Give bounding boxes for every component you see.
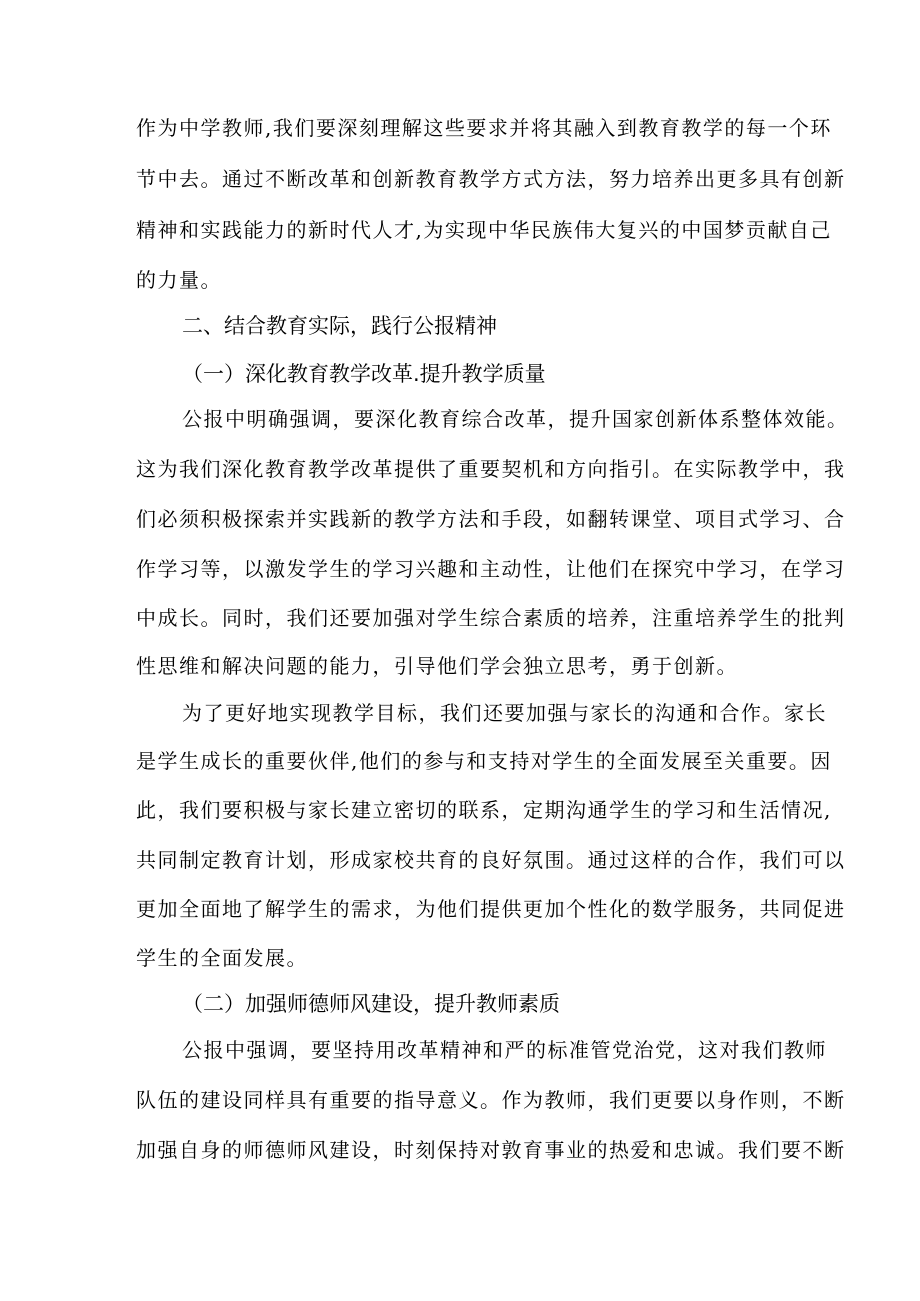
paragraph-2-line-4: 作学习等，以激发学生的学习兴趣和主动性，让他们在探究中学习，在学习 [136,557,846,581]
paragraph-4-line-2: 队伍的建设同样具有重要的指导意义。作为教师，我们更要以身作则，不断 [136,1088,846,1112]
paragraph-1-line-4: 的力量。 [136,268,222,292]
section-2-title: 二、结合教育实际，践行公报精神 [182,314,497,338]
paragraph-3-line-1: 为了更好地实现教学目标，我们还要加强与家长的沟通和合作。家长 [182,701,827,725]
paragraph-1-line-3: 精神和实践能力的新时代人才,为实现中华民族伟大复兴的中国梦贡献自己 [136,218,832,242]
paragraph-3-line-3: 此，我们要积极与家长建立密切的联系，定期沟通学生的学习和生活情况, [136,798,832,822]
paragraph-2-line-2: 这为我们深化教育教学改革提供了重要契机和方向指引。在实际教学中，我 [136,457,846,481]
subsection-1-title: （一）深化教育教学改革.提升教学质量 [182,362,546,386]
subsection-2-title: （二）加强师德师风建设，提升教师素质 [182,992,560,1016]
paragraph-2-line-6: 性思维和解决问题的能力，引导他们学会独立思考，勇于创新。 [136,654,738,678]
paragraph-2-line-1: 公报中明确强调，要深化教育综合改革，提升国家创新体系整体效能。 [182,407,849,431]
paragraph-4-line-1: 公报中强调，要坚持用改革精神和严的标准管党治党，这对我们教师 [182,1038,827,1062]
paragraph-4-line-3: 加强自身的师德师风建设，时刻保持对敦育事业的热爱和忠诚。我们要不断 [136,1138,846,1162]
paragraph-3-line-6: 学生的全面发展。 [136,946,308,970]
paragraph-2-line-3: 们必须积极探索并实践新的教学方法和手段，如翻转课堂、项目式学习、合 [136,507,846,531]
paragraph-1-line-1: 作为中学教师,我们要深刻理解这些要求并将其融入到教育教学的每一个环 [136,116,832,140]
paragraph-3-line-4: 共同制定教育计划，形成家校共育的良好氛围。通过这样的合作，我们可以 [136,848,846,872]
paragraph-3-line-2: 是学生成长的重要伙伴,他们的参与和支持对学生的全面发展至关重要。因 [136,749,832,773]
paragraph-2-line-5: 中成长。同时，我们还要加强对学生综合素质的培养，注重培养学生的批判 [136,606,846,630]
paragraph-1-line-2: 节中去。通过不断改革和创新教育教学方式方法，努力培养出更多具有创新 [136,167,846,191]
paragraph-3-line-5: 更加全面地了解学生的需求，为他们提供更加个性化的数学服务，共同促进 [136,897,846,921]
